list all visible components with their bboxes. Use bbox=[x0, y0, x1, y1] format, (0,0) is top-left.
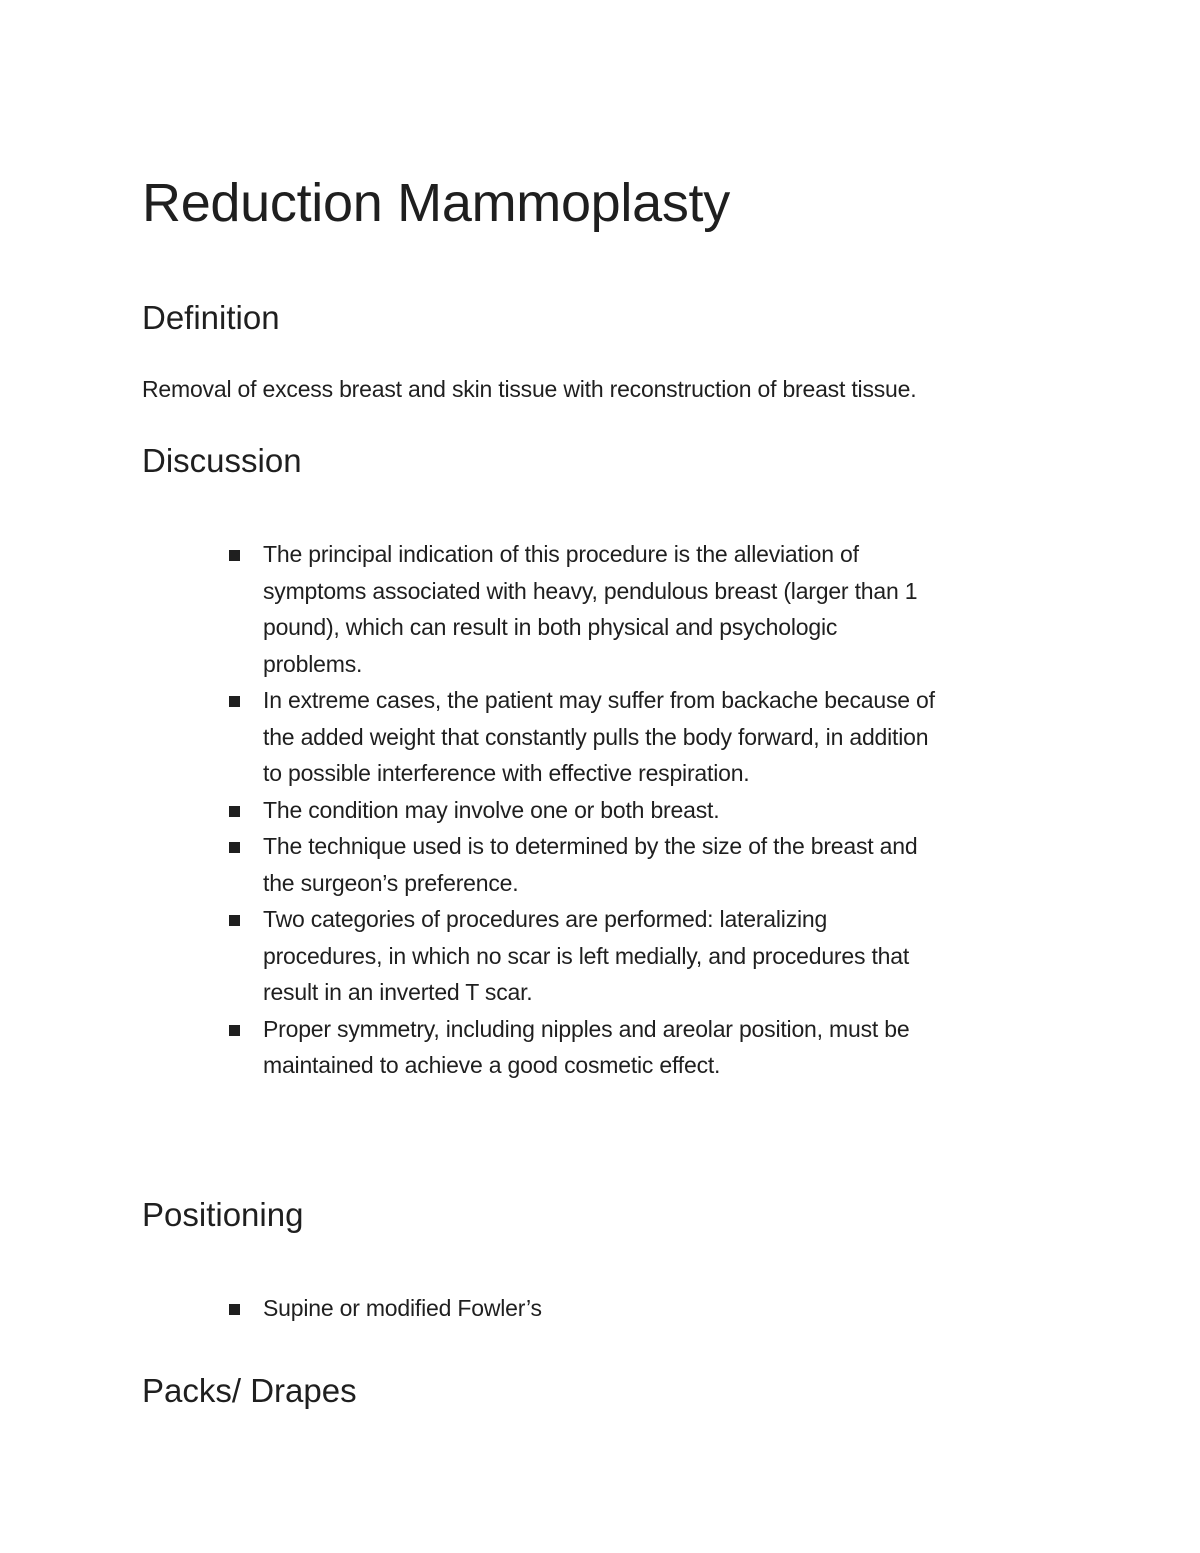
packs-drapes-heading: Packs/ Drapes bbox=[142, 1372, 357, 1409]
square-bullet-icon bbox=[229, 1304, 240, 1315]
definition-heading: Definition bbox=[142, 299, 280, 336]
list-item bbox=[224, 901, 935, 1011]
list-item bbox=[224, 536, 935, 682]
list-item-line: Proper symmetry, including nipples and areolar position, must be bbox=[263, 1015, 910, 1042]
list-item-line: The condition may involve one or both breast. bbox=[263, 796, 720, 823]
list-item bbox=[224, 682, 935, 792]
discussion-heading: Discussion bbox=[142, 442, 302, 479]
discussion-list bbox=[224, 536, 935, 1084]
list-item-line: problems. bbox=[263, 650, 363, 677]
list-item-line: the surgeon’s preference. bbox=[263, 869, 519, 896]
square-bullet-icon bbox=[229, 915, 240, 926]
square-bullet-icon bbox=[229, 806, 240, 817]
list-item-line: Two categories of procedures are performed: lateralizing bbox=[263, 906, 828, 932]
positioning-list bbox=[224, 1290, 542, 1327]
list-item-line: The principal indication of this procedure is the alleviation of bbox=[263, 541, 859, 567]
list-item bbox=[224, 1011, 935, 1084]
square-bullet-icon bbox=[229, 842, 240, 853]
list-item-line: maintained to achieve a good cosmetic effect. bbox=[263, 1052, 721, 1078]
list-item bbox=[224, 792, 935, 829]
positioning-heading: Positioning bbox=[142, 1196, 304, 1233]
list-item bbox=[224, 1290, 542, 1327]
list-item-line: The technique used is to determined by the size of the breast and bbox=[263, 833, 918, 859]
list-item-line: the added weight that constantly pulls the body forward, in addition bbox=[263, 723, 929, 750]
page-title: Reduction Mammoplasty bbox=[142, 173, 730, 233]
square-bullet-icon bbox=[229, 550, 240, 561]
list-item bbox=[224, 828, 935, 901]
list-item-line: to possible interference with effective respiration. bbox=[263, 760, 750, 786]
list-item-line: result in an inverted T scar. bbox=[263, 979, 533, 1005]
square-bullet-icon bbox=[229, 1025, 240, 1036]
list-item-line: Supine or modified Fowler’s bbox=[263, 1295, 542, 1321]
list-item-line: In extreme cases, the patient may suffer from backache because of bbox=[263, 687, 935, 713]
list-item-line: procedures, in which no scar is left medially, and procedures that bbox=[263, 942, 910, 969]
list-item-line: pound), which can result in both physical and psychologic bbox=[263, 614, 838, 640]
definition-text: Removal of excess breast and skin tissue with reconstruction of breast tissue. bbox=[142, 376, 917, 402]
list-item-line: symptoms associated with heavy, pendulous breast (larger than 1 bbox=[263, 577, 918, 604]
square-bullet-icon bbox=[229, 696, 240, 707]
